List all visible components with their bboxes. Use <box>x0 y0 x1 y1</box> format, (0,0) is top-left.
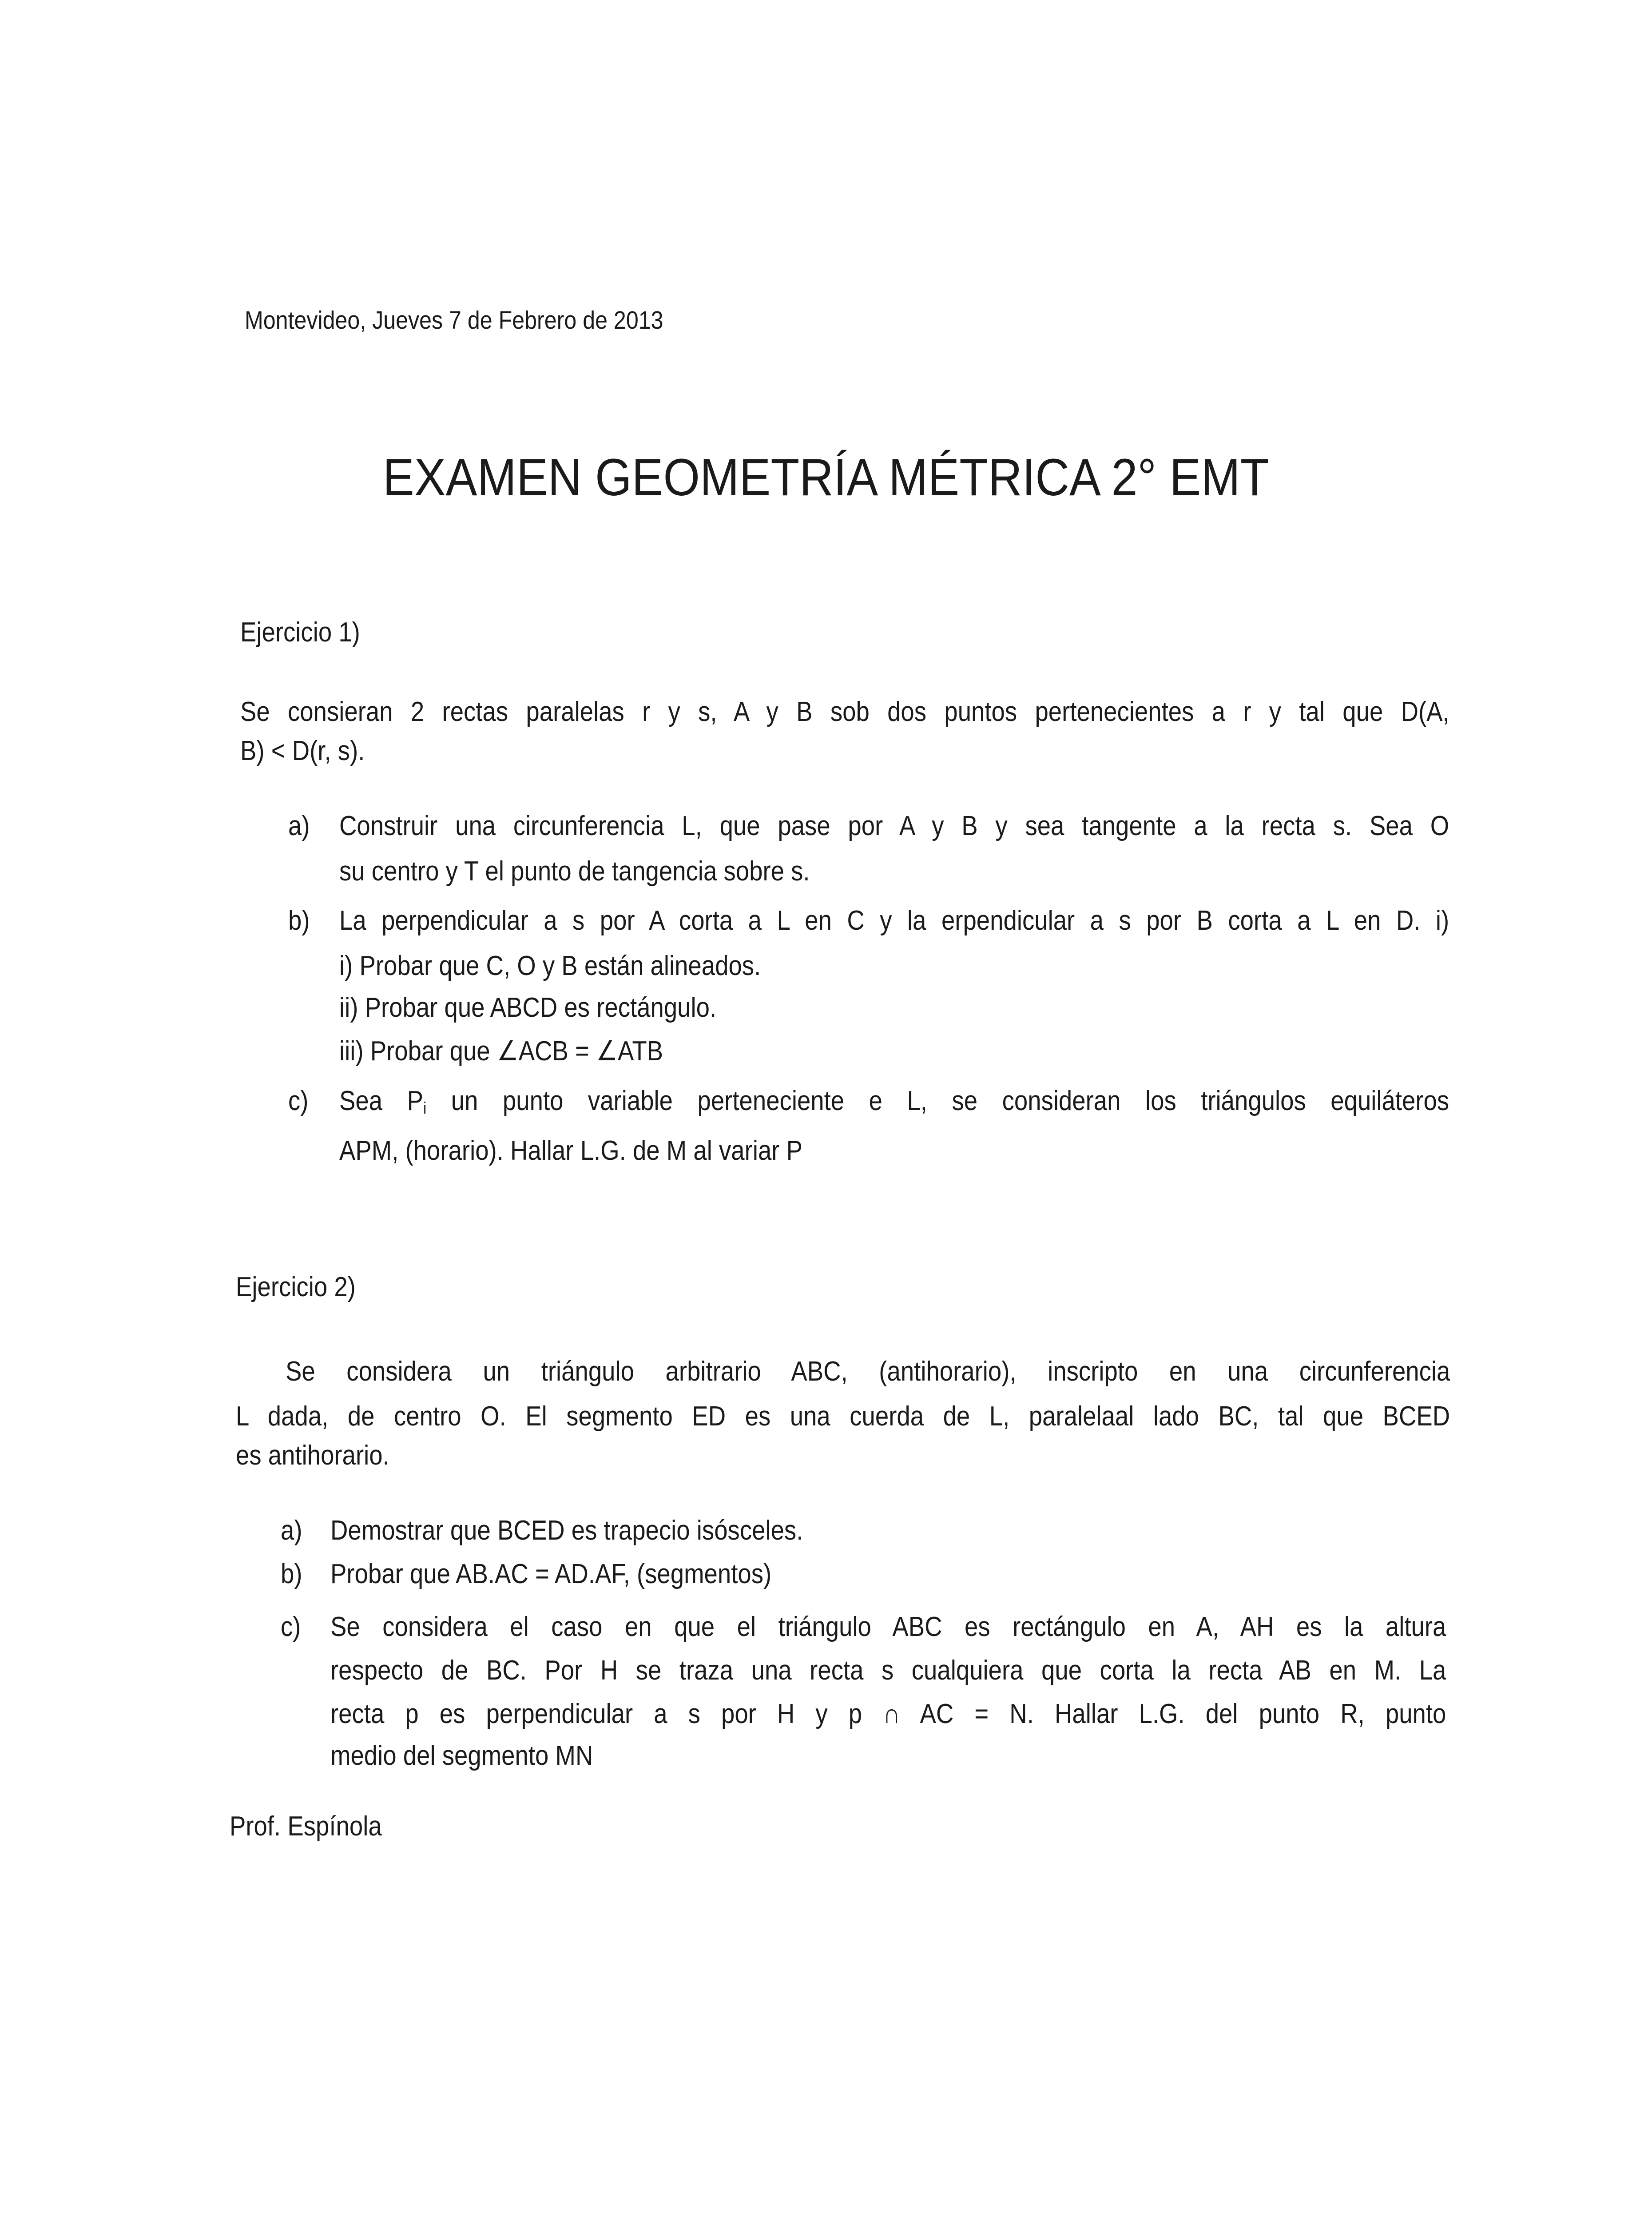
item-label: b) <box>288 905 310 936</box>
exercise-2-c-line: medio del segmento MN <box>330 1740 593 1771</box>
exercise-2-intro-line: Se considera un triángulo arbitrario ABC, (antihorario), inscripto en una circunferencia <box>286 1356 1450 1387</box>
exercise-2-intro-line: es antihorario. <box>236 1440 389 1471</box>
item-label: a) <box>288 811 310 841</box>
exercise-2-c-line: recta p es perpendicular a s por H y p ∩ AC = N. Hallar L.G. del punto R, punto <box>330 1699 1446 1729</box>
item-label: a) <box>281 1515 302 1546</box>
text: Sea P <box>339 1086 423 1116</box>
exercise-1-b-line: La perpendicular a s por A corta a L en C y la erpendicular a s por B corta a L en D. i) <box>339 905 1449 936</box>
exam-title: EXAMEN GEOMETRÍA MÉTRICA 2° EMT <box>383 448 1269 507</box>
exercise-1-intro-line: B) < D(r, s). <box>240 736 365 766</box>
exercise-1-heading: Ejercicio 1) <box>240 617 360 648</box>
exercise-2-intro-line: L dada, de centro O. El segmento ED es una cuerda de L, paralelaal lado BC, tal que BCED <box>236 1401 1450 1432</box>
exercise-2-heading: Ejercicio 2) <box>236 1272 356 1302</box>
item-label: b) <box>281 1559 302 1589</box>
item-label: c) <box>288 1086 309 1116</box>
exercise-2-c-line: Se considera el caso en que el triángulo ABC es rectángulo en A, AH es la altura <box>330 1612 1446 1642</box>
exercise-1-b-iii: iii) Probar que ∠ACB = ∠ATB <box>339 1036 663 1067</box>
exercise-2-c-line: respecto de BC. Por H se traza una recta s cualquiera que corta la recta AB en M. La <box>330 1655 1446 1686</box>
exam-date: Montevideo, Jueves 7 de Febrero de 2013 <box>245 306 663 334</box>
exercise-1-b-i: i) Probar que C, O y B están alineados. <box>339 951 761 981</box>
exercise-1-c-line: APM, (horario). Hallar L.G. de M al variar P <box>339 1135 803 1166</box>
exercise-1-b-ii: ii) Probar que ABCD es rectángulo. <box>339 992 717 1023</box>
exercise-1-a-line: Construir una circunferencia L, que pase por A y B y sea tangente a la recta s. Sea O <box>339 811 1449 841</box>
exercise-1-intro-line: Se consieran 2 rectas paralelas r y s, A y B sob dos puntos pertenecientes a r y tal que D(A, <box>240 697 1449 727</box>
text: un punto variable perteneciente e L, se consideran los triángulos equiláteros <box>426 1086 1449 1116</box>
exercise-2-b-line: Probar que AB.AC = AD.AF, (segmentos) <box>330 1559 772 1589</box>
exercise-1-a-line: su centro y T el punto de tangencia sobre s. <box>339 856 810 887</box>
exercise-2-a-line: Demostrar que BCED es trapecio isósceles. <box>330 1515 803 1546</box>
subscript: i <box>423 1099 427 1117</box>
item-label: c) <box>281 1612 301 1642</box>
signature: Prof. Espínola <box>230 1811 382 1842</box>
exercise-1-c-line <box>339 1083 1449 1126</box>
